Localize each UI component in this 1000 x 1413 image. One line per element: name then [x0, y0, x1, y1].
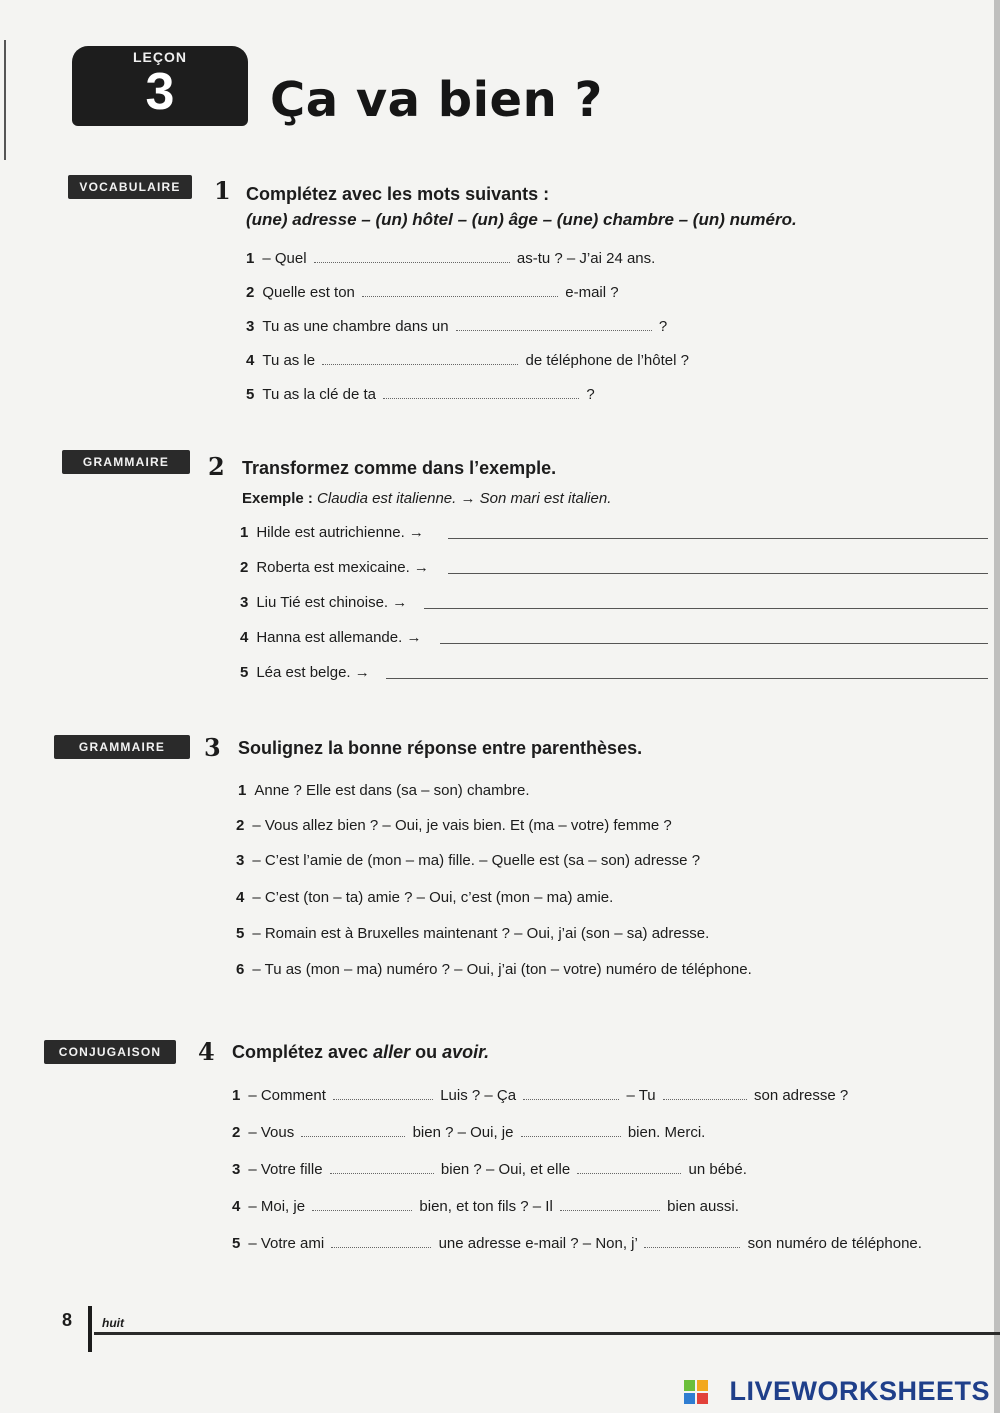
answer-blank[interactable] — [663, 1087, 747, 1100]
answer-line[interactable] — [448, 571, 988, 574]
list-item — [236, 817, 672, 834]
list-item — [236, 852, 700, 869]
answer-blank[interactable] — [314, 250, 510, 263]
list-item — [246, 318, 667, 335]
list-item — [236, 889, 613, 906]
item-text: – Votre fille — [248, 1161, 323, 1178]
item-number: 5 — [240, 664, 249, 681]
word-list: (une) adresse – (un) hôtel – (un) âge – (une) chambre – (un) numéro. — [246, 210, 797, 229]
answer-line[interactable] — [440, 641, 988, 644]
liveworksheets-logo-icon — [684, 1380, 708, 1404]
item-text: Luis ? – Ça — [440, 1087, 517, 1104]
exercise-heading — [232, 1042, 489, 1063]
list-item — [246, 284, 619, 301]
page-number-divider — [88, 1306, 92, 1352]
section-tag-conjugaison: CONJUGAISON — [44, 1040, 176, 1064]
answer-blank[interactable] — [330, 1161, 434, 1174]
heading-part: ou — [415, 1042, 438, 1062]
item-text: Quelle est ton — [262, 284, 355, 301]
example-line — [242, 490, 611, 507]
answer-blank[interactable] — [322, 352, 518, 365]
answer-blank[interactable] — [523, 1087, 619, 1100]
item-text: – Comment — [248, 1087, 326, 1104]
item-text[interactable]: Anne ? Elle est dans (sa – son) chambre. — [254, 782, 530, 799]
exercise-number: 3 — [204, 733, 221, 762]
item-text: bien ? – Oui, je — [412, 1124, 514, 1141]
list-item — [236, 925, 709, 942]
lesson-label: LEÇON — [133, 49, 187, 65]
item-text: – Quel — [262, 250, 307, 267]
item-number: 2 — [246, 284, 255, 301]
item-text: ? — [586, 386, 595, 403]
heading-part: avoir. — [442, 1042, 490, 1062]
heading-part: aller — [373, 1042, 411, 1062]
item-number: 4 — [246, 352, 255, 369]
item-text: Hilde est autrichienne. → — [256, 524, 424, 541]
item-number: 2 — [240, 559, 249, 576]
answer-blank[interactable] — [331, 1235, 431, 1248]
exercise-heading: Complétez avec les mots suivants : — [246, 184, 550, 204]
item-text: Roberta est mexicaine. → — [256, 559, 429, 576]
page-edge-shadow — [994, 0, 1000, 1413]
section-tag-grammaire: GRAMMAIRE — [62, 450, 190, 474]
answer-blank[interactable] — [312, 1198, 412, 1211]
answer-blank[interactable] — [560, 1198, 660, 1211]
item-text: Tu as la clé de ta — [262, 386, 377, 403]
list-item — [232, 1235, 922, 1252]
item-text: Tu as une chambre dans un — [262, 318, 449, 335]
lesson-number: 3 — [145, 63, 175, 121]
list-item — [240, 664, 370, 681]
answer-blank[interactable] — [383, 386, 579, 399]
item-text: de téléphone de l’hôtel ? — [525, 352, 689, 369]
page-number-word: huit — [102, 1316, 124, 1330]
item-text: son adresse ? — [753, 1087, 849, 1104]
item-text[interactable]: – C’est l’amie de (mon – ma) fille. – Quelle est (sa – son) adresse ? — [252, 852, 701, 869]
footer-rule — [94, 1332, 1000, 1335]
section-tag-grammaire: GRAMMAIRE — [54, 735, 190, 759]
list-item — [232, 1087, 848, 1104]
item-text: un bébé. — [688, 1161, 747, 1178]
exercise-number: 1 — [214, 176, 231, 205]
item-number: 4 — [236, 889, 245, 906]
item-text: – Votre ami — [248, 1235, 325, 1252]
answer-blank[interactable] — [362, 284, 558, 297]
item-text[interactable]: – Vous allez bien ? – Oui, je vais bien. Et (ma – votre) femme ? — [252, 817, 672, 834]
item-number: 1 — [240, 524, 249, 541]
list-item — [236, 961, 752, 978]
item-number: 1 — [232, 1087, 241, 1104]
heading-part: Complétez avec — [232, 1042, 369, 1062]
section-tag-vocabulaire: VOCABULAIRE — [68, 175, 192, 199]
item-number: 3 — [246, 318, 255, 335]
item-text: son numéro de téléphone. — [747, 1235, 922, 1252]
exercise-heading: Soulignez la bonne réponse entre parenthèses. — [238, 738, 643, 758]
answer-blank[interactable] — [333, 1087, 433, 1100]
watermark-text[interactable]: LIVEWORKSHEETS — [729, 1376, 990, 1406]
item-text: bien, et ton fils ? – Il — [419, 1198, 553, 1215]
list-item — [240, 559, 429, 576]
list-item — [240, 629, 421, 646]
item-number: 3 — [232, 1161, 241, 1178]
item-number: 2 — [232, 1124, 241, 1141]
item-text: Liu Tié est chinoise. → — [256, 594, 408, 611]
answer-line[interactable] — [424, 606, 988, 609]
list-item — [246, 386, 595, 403]
page-title: Ça va bien ? — [270, 72, 603, 128]
answer-blank[interactable] — [521, 1124, 621, 1137]
list-item — [232, 1198, 739, 1215]
list-item — [238, 782, 530, 799]
item-text[interactable]: – Tu as (mon – ma) numéro ? – Oui, j’ai (ton – votre) numéro de téléphone. — [252, 961, 752, 978]
item-text: – Moi, je — [248, 1198, 306, 1215]
item-text: bien aussi. — [667, 1198, 739, 1215]
example-label: Exemple : — [242, 490, 313, 507]
item-number: 1 — [238, 782, 247, 799]
item-text: Léa est belge. → — [256, 664, 370, 681]
list-item — [232, 1161, 747, 1178]
item-text: une adresse e-mail ? – Non, j’ — [438, 1235, 638, 1252]
item-number: 5 — [232, 1235, 241, 1252]
item-text: as-tu ? – J’ai 24 ans. — [516, 250, 656, 267]
item-text: ? — [658, 318, 668, 335]
item-number: 5 — [236, 925, 245, 942]
list-item — [232, 1124, 705, 1141]
list-item — [240, 594, 407, 611]
item-text: bien. Merci. — [627, 1124, 706, 1141]
item-text[interactable]: – Romain est à Bruxelles maintenant ? – Oui, j’ai (son – sa) adresse. — [252, 925, 710, 942]
item-text: Tu as le — [262, 352, 316, 369]
answer-line[interactable] — [448, 536, 988, 539]
item-text: – Tu — [626, 1087, 656, 1104]
item-text: – Vous — [248, 1124, 295, 1141]
answer-blank[interactable] — [644, 1235, 740, 1248]
item-number: 5 — [246, 386, 255, 403]
item-number: 4 — [240, 629, 249, 646]
item-text[interactable]: – C’est (ton – ta) amie ? – Oui, c’est (mon – ma) amie. — [252, 889, 614, 906]
page-edge-mark — [4, 40, 6, 160]
item-number: 3 — [236, 852, 245, 869]
answer-blank[interactable] — [456, 318, 652, 331]
list-item — [246, 352, 689, 369]
list-item — [246, 250, 655, 267]
exercise-number: 2 — [208, 452, 225, 481]
item-text: bien ? – Oui, et elle — [440, 1161, 571, 1178]
example-text: Claudia est italienne. → Son mari est italien. — [317, 490, 612, 507]
page-number: 8 — [62, 1310, 73, 1330]
answer-blank[interactable] — [301, 1124, 405, 1137]
item-number: 1 — [246, 250, 255, 267]
list-item — [240, 524, 424, 541]
exercise-heading: Transformez comme dans l’exemple. — [242, 458, 557, 478]
answer-blank[interactable] — [577, 1161, 681, 1174]
exercise-number: 4 — [198, 1037, 215, 1066]
item-text: Hanna est allemande. → — [256, 629, 422, 646]
item-number: 4 — [232, 1198, 241, 1215]
item-number: 6 — [236, 961, 245, 978]
lesson-badge — [72, 46, 248, 126]
answer-line[interactable] — [386, 676, 988, 679]
item-number: 3 — [240, 594, 249, 611]
item-text: e-mail ? — [565, 284, 619, 301]
item-number: 2 — [236, 817, 245, 834]
